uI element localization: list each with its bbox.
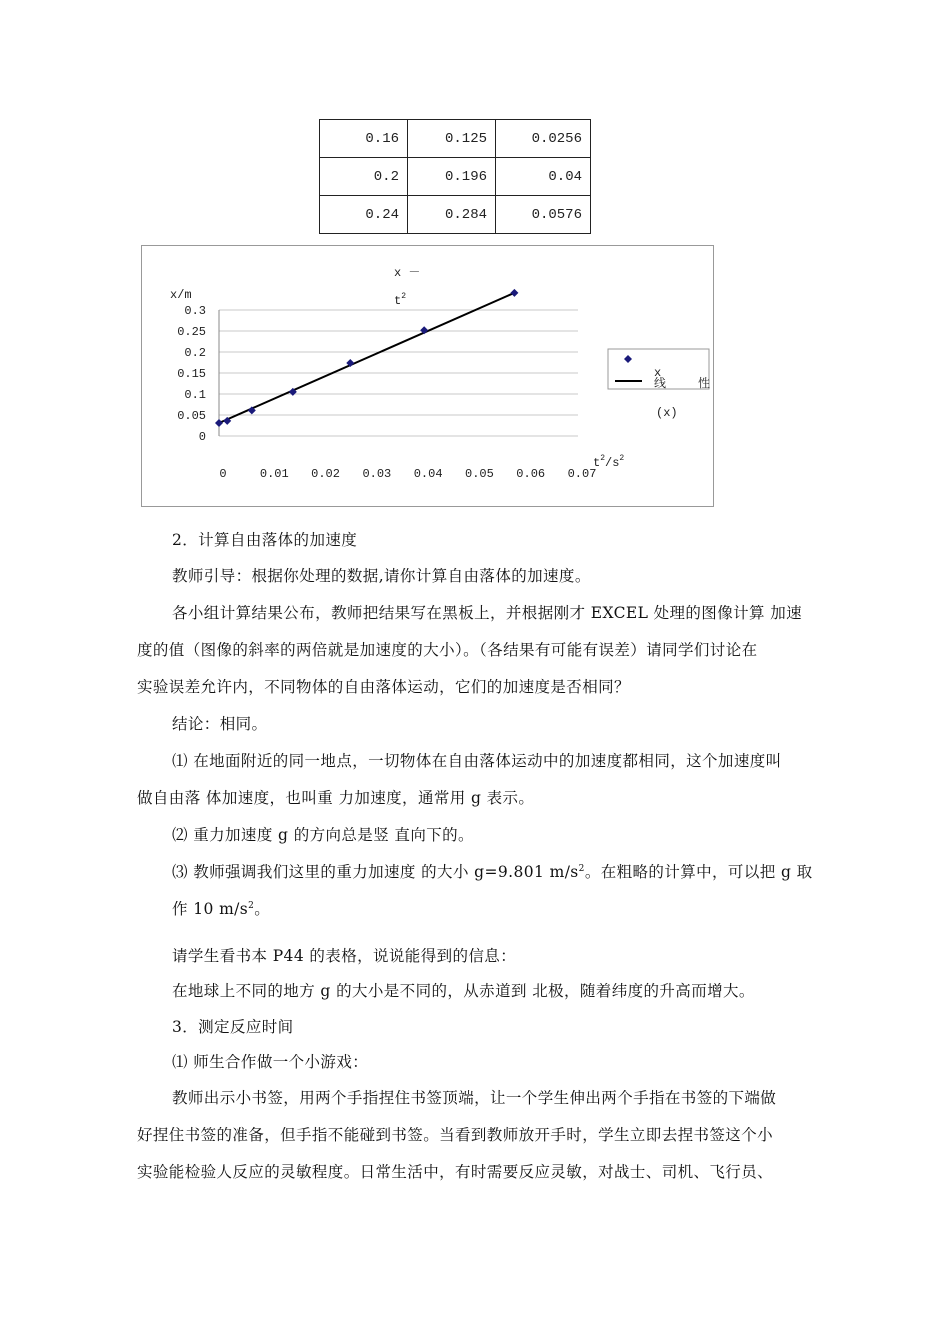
y-tick-label: 0.3 — [184, 304, 206, 319]
x-tick-label: 0 — [219, 467, 227, 481]
legend-line-label-a: 线 — [654, 377, 667, 391]
data-point — [215, 419, 223, 427]
chart-svg — [142, 246, 713, 506]
paragraph-line: 度的值（图像的斜率的两倍就是加速度的大小）。（各结果有可能有误差）请同学们讨论在 — [137, 641, 758, 659]
paragraph-line: ⑴ 师生合作做一个小游戏： — [172, 1053, 369, 1071]
superscript: 2 — [578, 864, 585, 874]
text-run: 。 — [254, 900, 271, 918]
x-tick-label: 0.05 — [465, 467, 494, 481]
x-tick-label: 0.07 — [567, 467, 597, 481]
paragraph-line: 各小组计算结果公布，教师把结果写在黑板上，并根据刚才 EXCEL 处理的图像计算 加速 — [172, 604, 803, 622]
section-2-heading: 2．计算自由落体的加速度 — [172, 531, 358, 549]
trendline — [219, 293, 514, 423]
x-t2-chart — [141, 245, 714, 507]
table-cell: 0.196 — [408, 158, 496, 196]
y-tick-label: 0 — [198, 430, 206, 444]
data-point — [510, 289, 518, 297]
paragraph-line: 结论：相同。 — [172, 715, 268, 733]
table-cell: 0.2 — [320, 158, 408, 196]
table-row — [320, 196, 591, 234]
paragraph-line: 实验误差允许内，不同物体的自由落体运动，它们的加速度是否相同？ — [137, 678, 630, 696]
paragraph-line: 在地球上不同的地方 g 的大小是不同的，从赤道到 北极，随着纬度的升高而增大。 — [172, 982, 755, 1000]
table-row — [320, 158, 591, 196]
legend-marker-label: x — [654, 366, 662, 380]
table-cell: 0.16 — [320, 120, 408, 158]
paragraph-line: 教师出示小书签，用两个手指捏住书签顶端，让一个学生伸出两个手指在书签的下端做 — [172, 1089, 777, 1107]
section-3-heading: 3．测定反应时间 — [172, 1018, 294, 1036]
paragraph-line: 实验能检验人反应的灵敏程度。日常生活中，有时需要反应灵敏，对战士、司机、飞行员、 — [137, 1163, 774, 1181]
y-tick-label: 0.25 — [177, 325, 206, 340]
chart-legend — [608, 349, 710, 420]
y-tick-label: 0.15 — [177, 367, 206, 382]
table-cell: 0.24 — [320, 196, 408, 234]
legend-line-label-c: (x) — [656, 406, 678, 420]
x-tick-label: 0.01 — [259, 467, 289, 481]
table-cell: 0.0576 — [496, 196, 591, 234]
table-cell: 0.284 — [408, 196, 496, 234]
table-cell: 0.0256 — [496, 120, 591, 158]
paragraph-line — [172, 899, 270, 919]
x-tick-label: 0.04 — [413, 467, 443, 481]
y-axis-label: x/m — [170, 288, 192, 302]
x-axis-label-unit: /s — [605, 456, 620, 470]
x-tick-label: 0.02 — [311, 467, 340, 481]
grid-layer — [219, 310, 578, 436]
paragraph-line: 教师引导：根据你处理的数据,请你计算自由落体的加速度。 — [172, 567, 591, 585]
x-tick-label: 0.03 — [362, 467, 392, 481]
legend-line-label-b: 性 — [698, 377, 711, 391]
text-run: ⑶ 教师强调我们这里的重力加速度 的大小 g=9.801 m/s — [172, 863, 579, 881]
table-row — [320, 120, 591, 158]
paragraph-line: ⑵ 重力加速度 g 的方向总是竖 直向下的。 — [172, 826, 474, 844]
x-axis-label-sup: 2 — [600, 454, 606, 463]
paragraph-line: 好捏住书签的准备，但手指不能碰到书签。当看到教师放开手时，学生立即去捏书签这个小 — [137, 1126, 774, 1144]
x-axis-label — [593, 454, 624, 470]
x-axis-label-sup2: 2 — [619, 454, 625, 463]
paragraph-line: 请学生看书本 P44 的表格，说说能得到的信息： — [172, 947, 517, 965]
paragraph-line: ⑴ 在地面附近的同一地点，一切物体在自由落体运动中的加速度都相同，这个加速度叫 — [172, 752, 782, 770]
y-tick-label: 0.2 — [184, 346, 206, 361]
text-run: 作 10 m/s — [172, 900, 249, 918]
x-axis-label-t: t — [593, 456, 601, 470]
chart-title-sup: 2 — [401, 292, 407, 301]
paragraph-line — [172, 862, 813, 882]
x-tick-label: 0.06 — [516, 467, 546, 481]
text-run: 。在粗略的计算中，可以把 g 取 — [584, 863, 813, 881]
y-tick-label: 0.05 — [177, 409, 206, 424]
table-cell: 0.125 — [408, 120, 496, 158]
data-table-body — [320, 120, 591, 234]
paragraph-line: 做自由落 体加速度，也叫重 力加速度，通常用 g 表示。 — [137, 789, 535, 807]
chart-title-line1: x － — [394, 266, 421, 280]
y-tick-label: 0.1 — [184, 388, 206, 403]
chart-title-line2 — [394, 292, 406, 308]
superscript: 2 — [248, 901, 255, 911]
chart-title-t: t — [394, 294, 402, 308]
table-cell: 0.04 — [496, 158, 591, 196]
data-table — [319, 119, 591, 234]
